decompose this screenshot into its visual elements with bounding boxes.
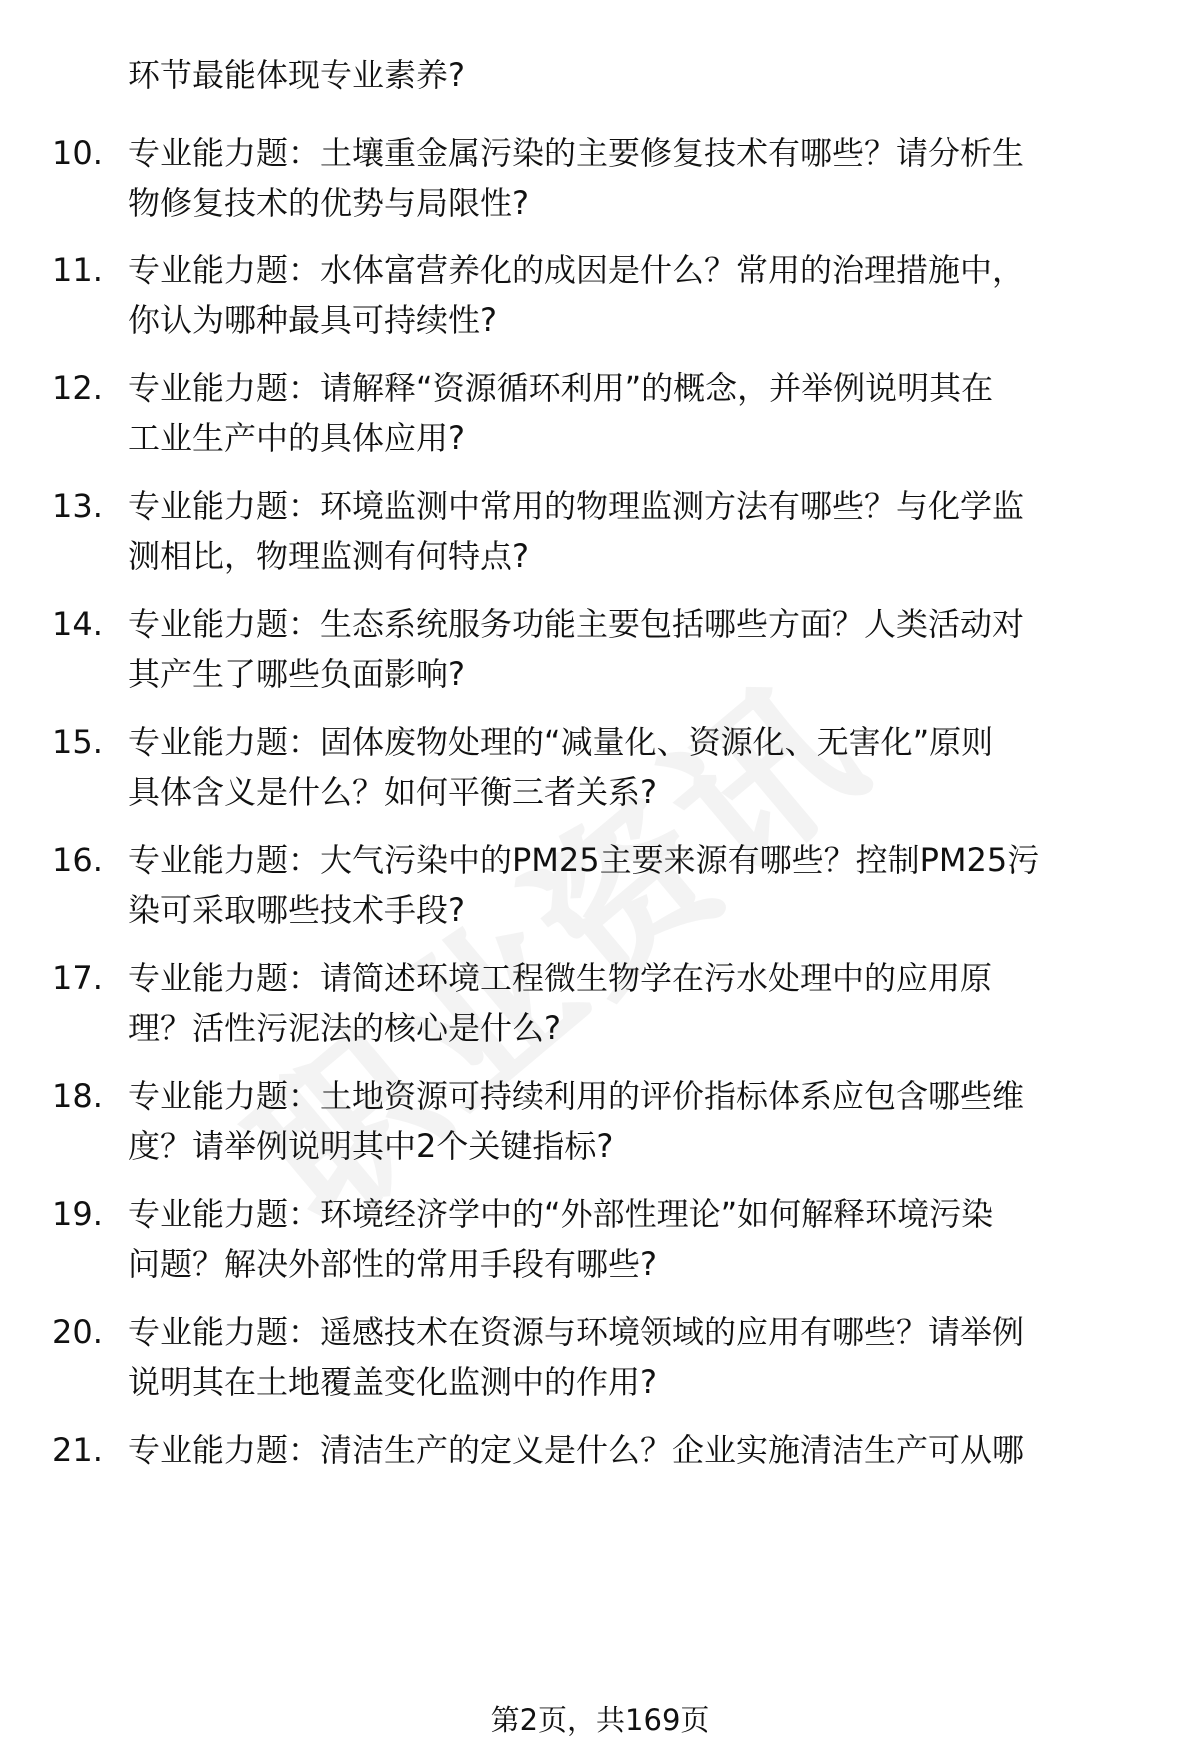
- question-text: 专业能力题：请解释“资源循环利用”的概念，并举例说明其在 工业生产中的具体应用?: [128, 369, 994, 457]
- question-number: 18.: [52, 1077, 103, 1115]
- question-text: 专业能力题：大气污染中的PM25主要来源有哪些？控制PM25污 染可采取哪些技术手段?: [128, 841, 1040, 929]
- question-number: 12.: [52, 369, 103, 407]
- page-number-footer: 第2页，共169页: [490, 1703, 710, 1737]
- question-text: 专业能力题：清洁生产的定义是什么？企业实施清洁生产可从哪: [128, 1431, 1025, 1469]
- question-text: 专业能力题：环境监测中常用的物理监测方法有哪些？与化学监 测相比，物理监测有何特点?: [128, 487, 1025, 575]
- question-text: 专业能力题：环境经济学中的“外部性理论”如何解释环境污染 问题？解决外部性的常用手段有哪些?: [128, 1195, 994, 1283]
- question-number: 11.: [52, 251, 103, 289]
- question-number: 13.: [52, 487, 103, 525]
- question-number: 17.: [52, 959, 103, 997]
- question-number: 21.: [52, 1431, 103, 1469]
- question-text: 专业能力题：生态系统服务功能主要包括哪些方面？人类活动对 其产生了哪些负面影响?: [128, 605, 1025, 693]
- question-number: 16.: [52, 841, 103, 879]
- question-text: 专业能力题：请简述环境工程微生物学在污水处理中的应用原 理？活性污泥法的核心是什么?: [128, 959, 993, 1047]
- question-text: 专业能力题：水体富营养化的成因是什么？常用的治理措施中， 你认为哪种最具可持续性?: [128, 251, 1025, 339]
- question-number: 10.: [52, 134, 103, 172]
- question-number: 20.: [52, 1313, 103, 1351]
- question-text: 环节最能体现专业素养?: [128, 56, 465, 94]
- question-text: 专业能力题：土地资源可持续利用的评价指标体系应包含哪些维 度？请举例说明其中2个关键指标?: [128, 1077, 1025, 1165]
- question-number: 15.: [52, 723, 103, 761]
- question-number: 19.: [52, 1195, 103, 1233]
- question-text: 专业能力题：固体废物处理的“减量化、资源化、无害化”原则 具体含义是什么？如何平衡三者关系?: [128, 723, 994, 811]
- question-text: 专业能力题：遥感技术在资源与环境领域的应用有哪些？请举例 说明其在土地覆盖变化监测中的作用?: [128, 1313, 1025, 1401]
- question-number: 14.: [52, 605, 103, 643]
- question-text: 专业能力题：土壤重金属污染的主要修复技术有哪些？请分析生 物修复技术的优势与局限性?: [128, 134, 1025, 222]
